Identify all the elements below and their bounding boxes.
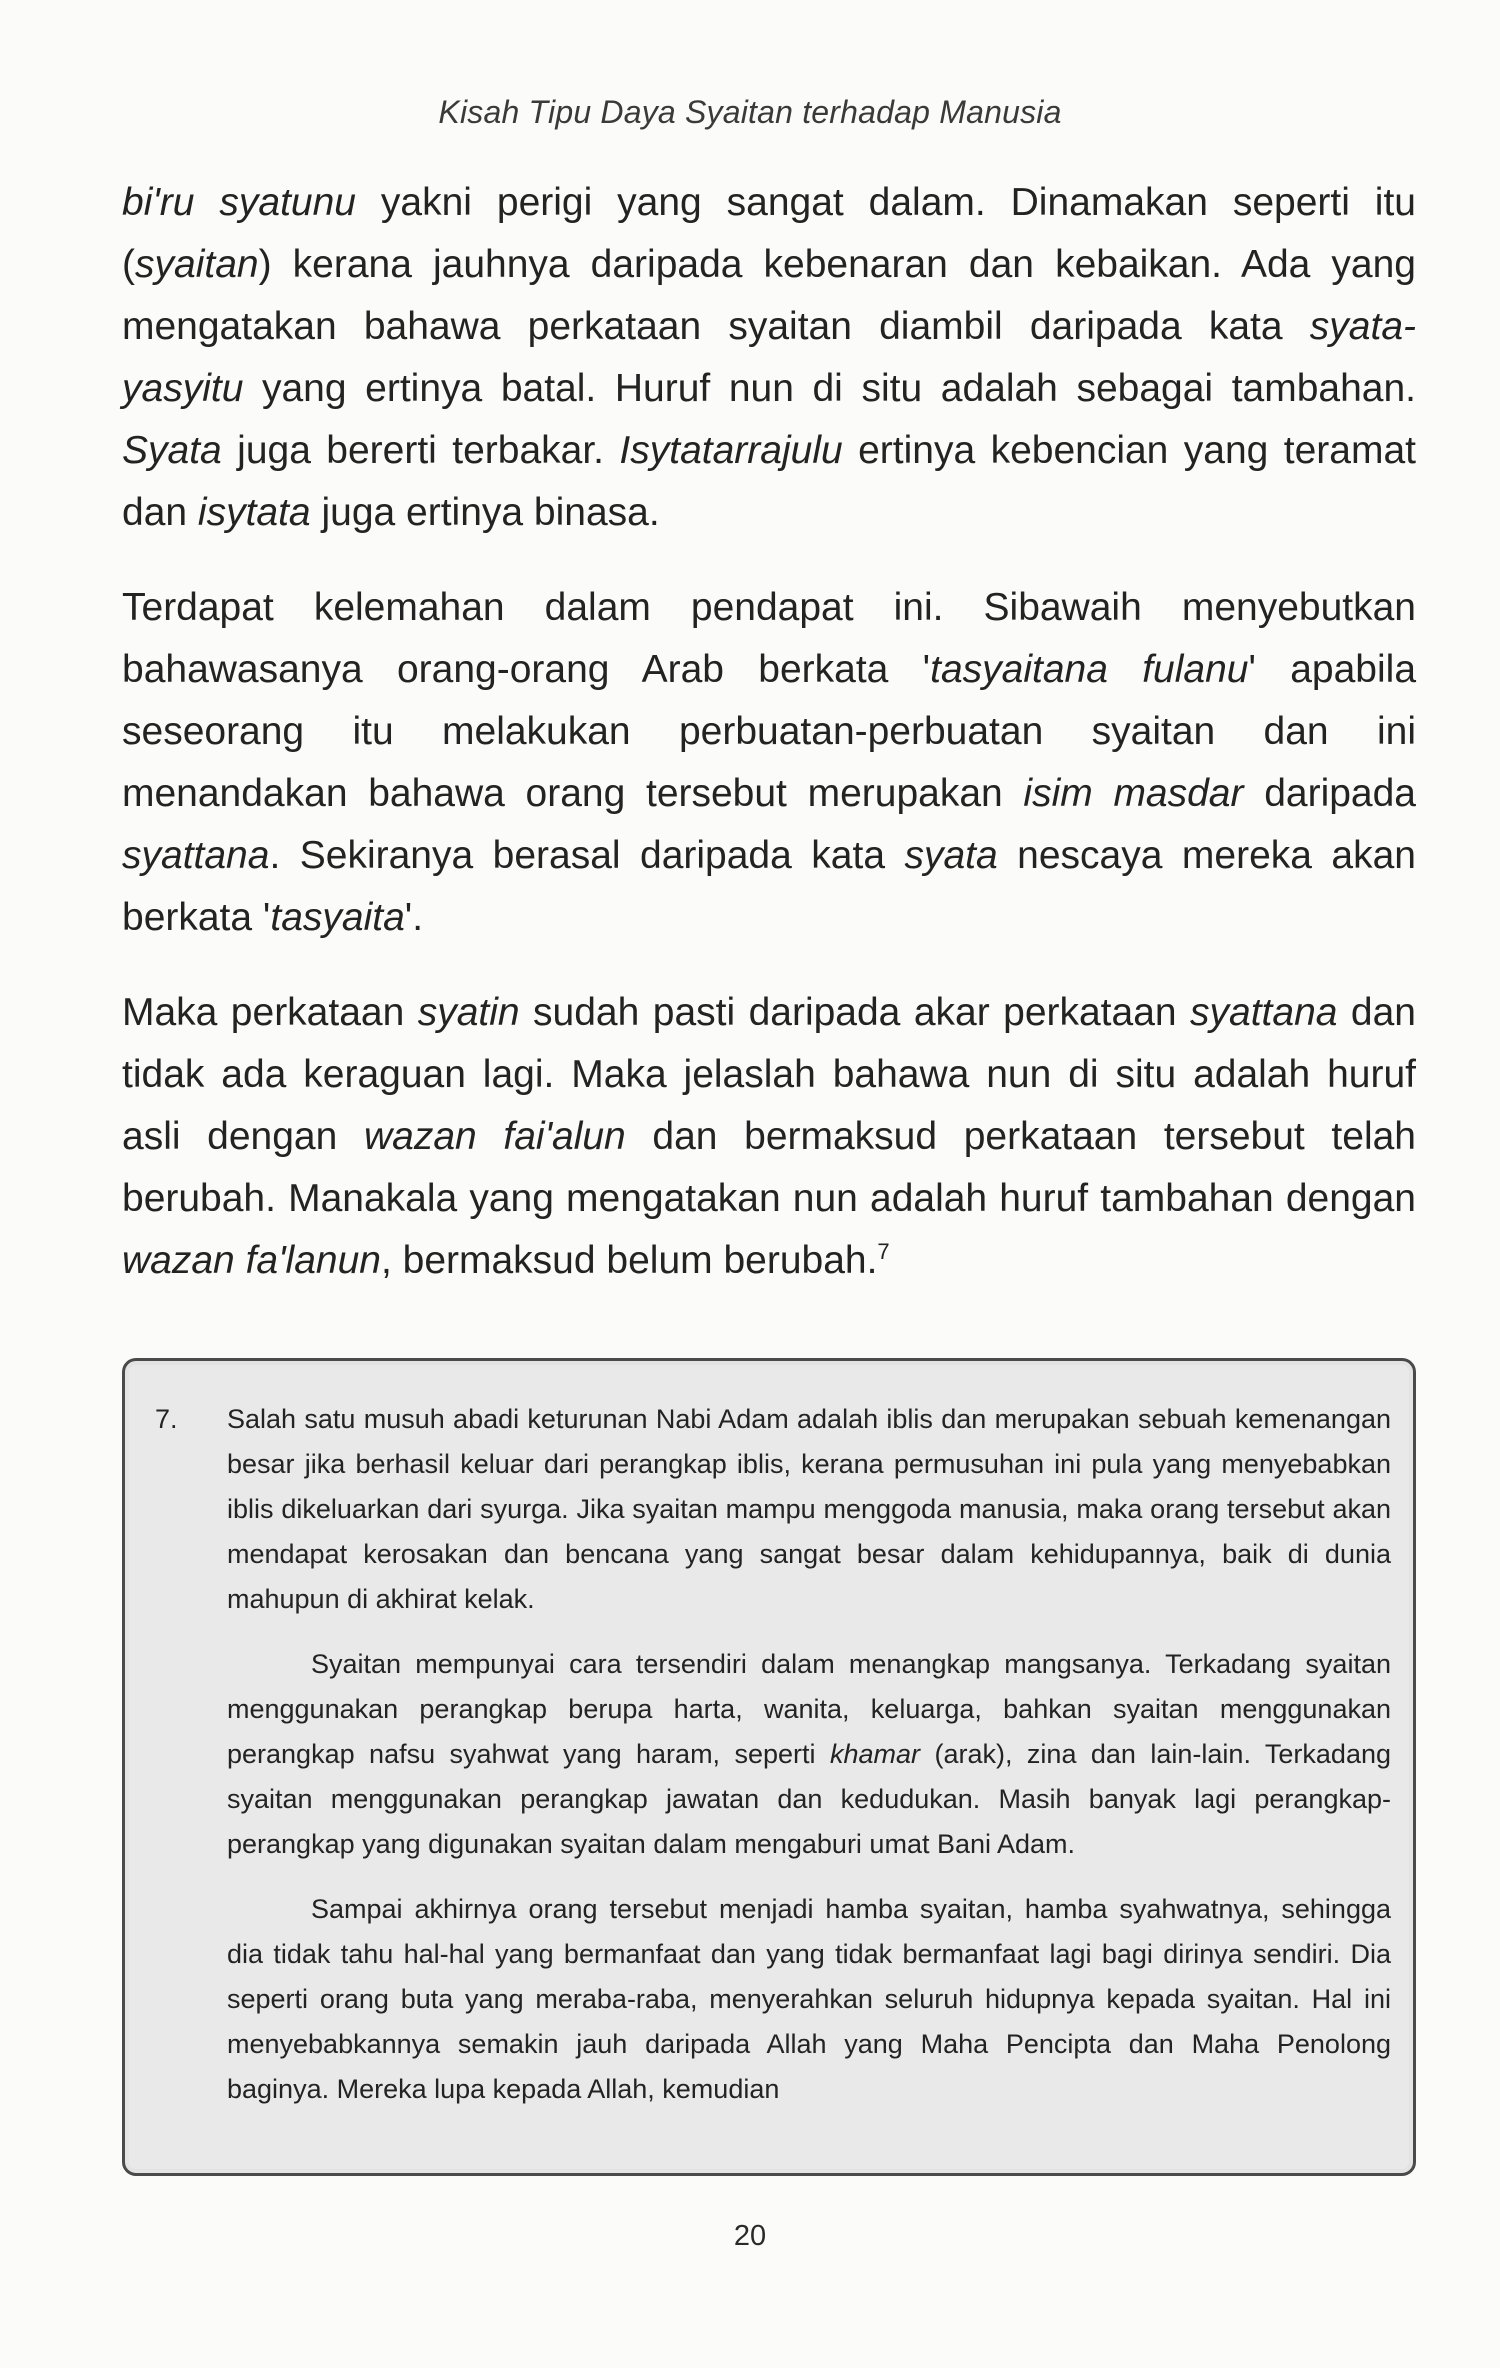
footnote-number: 7.	[155, 1404, 178, 1434]
main-text	[122, 172, 1416, 1325]
italic-term: isim masdar	[1023, 772, 1244, 815]
text-run: juga ertinya binasa.	[310, 491, 660, 534]
running-head: Kisah Tipu Daya Syaitan terhadap Manusia	[438, 94, 1062, 130]
italic-term: syaitan	[135, 243, 259, 286]
italic-term: tasyaitana fulanu	[930, 648, 1249, 691]
page-number: 20	[733, 2220, 767, 2252]
text-run: . Sekiranya berasal daripada kata	[269, 834, 905, 877]
italic-term: syattana	[122, 834, 270, 877]
text-run: '.	[404, 896, 424, 939]
footnote-box	[122, 1358, 1416, 2176]
text-run: (arak), zina dan lain-lain. Terkadang syaitan menggunakan perangkap jawatan dan kedudukan. Masih banyak lagi perangkap-perangkap yang digunakan syaitan dalam mengaburi umat Bani Adam.	[227, 1739, 1391, 1859]
footnote-paragraph	[227, 1887, 1391, 2112]
text-run: Salah satu musuh abadi keturunan Nabi Adam adalah iblis dan merupakan sebuah kemenangan besar jika berhasil keluar dari perangkap iblis, kerana permusuhan ini pula yang menyebabkan iblis dikeluarkan dari syurga. Jika syaitan mampu menggoda manusia, maka orang tersebut akan mendapat kerosakan dan bencana yang sangat besar dalam kehidupannya, baik di dunia mahupun di akhirat kelak.	[227, 1404, 1391, 1614]
footnote	[155, 1397, 1391, 2132]
text-run: Syaitan mempunyai cara tersendiri dalam menangkap mangsanya. Terkadang syaitan menggunakan perangkap berupa harta, wanita, keluarga, bahkan syaitan menggunakan perangkap nafsu syahwat yang haram, seperti	[227, 1649, 1391, 1769]
text-run: yang ertinya batal. Huruf nun di situ adalah sebagai tambahan.	[243, 367, 1416, 410]
italic-term: wazan fai'alun	[363, 1115, 626, 1158]
text-run: nescaya mereka akan berkata '	[122, 834, 1416, 939]
footnote-body	[227, 1397, 1391, 2112]
italic-term: wazan fa'lanun	[122, 1239, 381, 1282]
italic-term: bi'ru syatunu	[122, 181, 356, 224]
footnote-ref: 7	[877, 1239, 890, 1264]
text-run: yakni perigi yang sangat dalam. Dinamakan seperti itu (	[122, 181, 1416, 286]
paragraph	[122, 577, 1416, 949]
text-run: dan tidak ada keraguan lagi. Maka jelaslah bahawa nun di situ adalah huruf asli dengan	[122, 991, 1416, 1158]
paragraph	[122, 982, 1416, 1292]
text-run: Sampai akhirnya orang tersebut menjadi hamba syaitan, hamba syahwatnya, sehingga dia tidak tahu hal-hal yang bermanfaat dan yang tidak bermanfaat lagi bagi dirinya sendiri. Dia seperti orang buta yang meraba-raba, menyerahkan seluruh hidupnya kepada syaitan. Hal ini menyebabkannya semakin jauh daripada Allah yang Maha Pencipta dan Maha Penolong baginya. Mereka lupa kepada Allah, kemudian	[227, 1894, 1391, 2104]
text-run: Maka perkataan	[122, 991, 418, 1034]
italic-term: syatin	[417, 991, 520, 1034]
text-run: , bermaksud belum berubah.	[380, 1239, 878, 1282]
italic-term: tasyaita	[270, 896, 405, 939]
paragraph	[122, 172, 1416, 544]
italic-term: Syata	[122, 429, 222, 472]
text-run: Terdapat kelemahan dalam pendapat ini. Sibawaih menyebutkan bahawasanya orang-orang Arab berkata '	[122, 586, 1416, 691]
footnote-paragraph	[227, 1642, 1391, 1867]
text-run: ' apabila seseorang itu melakukan perbuatan-perbuatan syaitan dan ini menandakan bahawa orang tersebut merupakan	[122, 648, 1417, 815]
italic-term: Isytatarrajulu	[619, 429, 843, 472]
italic-term: syata	[904, 834, 998, 877]
italic-term: syattana	[1190, 991, 1338, 1034]
text-run: daripada	[1243, 772, 1416, 815]
italic-term: syata-yasyitu	[122, 305, 1416, 410]
text-run: ertinya kebencian yang teramat dan	[122, 429, 1416, 534]
italic-term: isytata	[197, 491, 311, 534]
footnote-paragraph	[227, 1397, 1391, 1622]
text-run: dan bermaksud perkataan tersebut telah berubah. Manakala yang mengatakan nun adalah huruf tambahan dengan	[122, 1115, 1416, 1220]
text-run: juga bererti terbakar.	[221, 429, 620, 472]
text-run: sudah pasti daripada akar perkataan	[519, 991, 1191, 1034]
text-run: ) kerana jauhnya daripada kebenaran dan kebaikan. Ada yang mengatakan bahawa perkataan syaitan diambil daripada kata	[122, 243, 1416, 348]
italic-term: khamar	[830, 1739, 921, 1769]
